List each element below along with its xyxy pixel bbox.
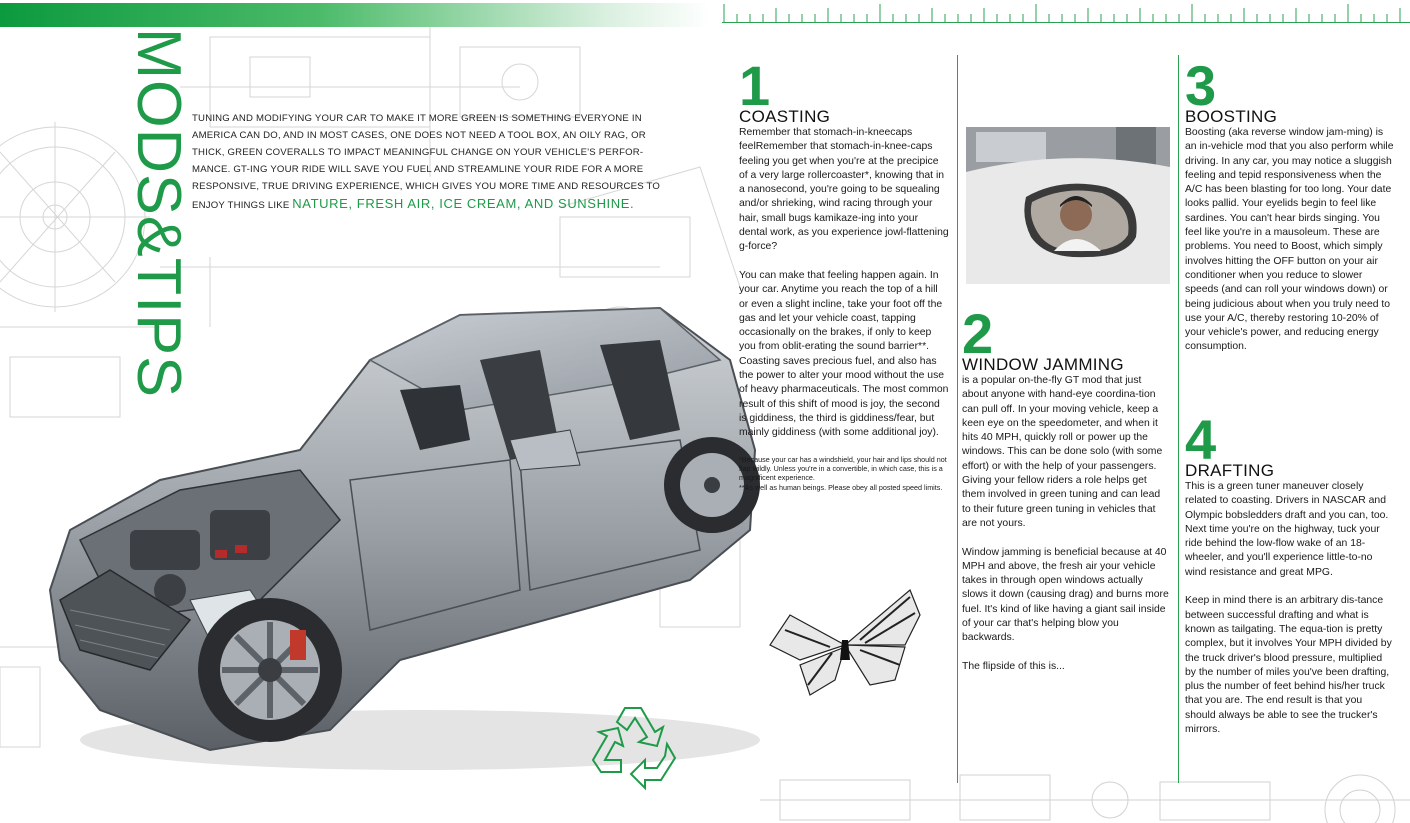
section-paragraph: Remember that stomach-in-kneecaps feelRemember that stomach-in-knee-caps feeling you get when you're at the precipice of a very large rollercoaster*, knowing that in a nanosecond, you're going to be squealing and/or shrieking, wind racing through your hair, small bugs kamikaze-ing into your dental work, as you experience jowl-flattening g-force?	[739, 127, 949, 253]
footnote: *Because your car has a windshield, your hair and lips should not flap wildly. Unless you're in a convertible, in which case, this is a magnificent experience.	[739, 454, 947, 483]
top-green-gradient-bar	[0, 3, 710, 27]
footnote: **As well as human beings. Please obey all posted speed limits.	[739, 482, 943, 492]
section-paragraph: Boosting (aka reverse window jam-ming) is an in-vehicle mod that you also perform while driving. In any car, you may notice a sluggish feeling and tepid responsiveness when the A/C has been blasting for too long. Your date looks pallid. Your eyelids begin to feel like sardines. You can't hear birds singing. You feel like you're in a mausoleum. These are problems. You need to Boost, which simply involves hitting the OFF button on your air conditioner when you reduce to slower speeds (and can roll your windows down) or being judicious about when you truly need to use your A/C, thereby restoring 10-20% of your vehicle's power, and reducing energy consumption.	[1185, 127, 1394, 353]
top-ruler	[722, 0, 1410, 24]
recycle-icon	[585, 700, 681, 792]
section-coasting	[739, 54, 949, 492]
section-boosting	[1185, 54, 1395, 369]
section-number: 3	[1185, 54, 1216, 117]
section-paragraph: This is a green tuner maneuver closely related to coasting. Drivers in NASCAR and Olympic bobsledders draft and you can, too. Next time you're on the highway, tuck your ride behind the low-flow wake of an 18-wheeler, and you'll experience little-to-no wind resistance and great MPG.	[1185, 481, 1389, 578]
car-roof-photo	[966, 127, 1170, 284]
butterfly-illustration	[760, 585, 930, 705]
column-divider-2	[1178, 55, 1179, 783]
section-number: 2	[962, 302, 993, 365]
intro-paragraph	[192, 110, 662, 214]
section-paragraph: The flipside of this is...	[962, 660, 1065, 672]
section-heading: BOOSTING	[1185, 107, 1278, 126]
section-heading: DRAFTING	[1185, 461, 1275, 480]
section-paragraph: You can make that feeling happen again. In your car. Anytime you reach the top of a hill or even a slight incline, take your foot off the gas and let your vehicle coast, tapping occasionally on the brakes, if only to keep you from oblit-erating the sound barrier**. Coasting saves precious fuel, and also has the power to alter your mood without the use of heavy pharmaceuticals. The most common result of this shift of mood is joy, the second is giddiness, the third is giddiness/fear, but mainly giddiness (with some additional joy).	[739, 269, 949, 439]
intro-text: TUNING AND MODIFYING YOUR CAR TO MAKE IT MORE GREEN IS SOMETHING EVERYONE IN AMERICA CAN DO, AND IN MOST CASES, ONE DOES NOT NEED A TOOL BOX, AN OILY RAG, OR THICK, GREEN COVERALLS TO IMPACT MEANINGFUL CHANGE ON YOUR VEHICLE'S PERFOR-MANCE. GT-ING YOUR RIDE WILL SAVE YOU FUEL AND STREAMLINE YOUR RIDE FOR A MORE RESPONSIVE, TRUE DRIVING EXPERIENCE, WHICH GIVES YOU MORE TIME AND RESOURCES TO ENJOY THINGS LIKE	[192, 113, 661, 211]
intro-highlight: NATURE, FRESH AIR, ICE CREAM, AND SUNSHINE.	[292, 196, 635, 211]
section-paragraph: Keep in mind there is an arbitrary dis-tance between successful drafting and what is known as tailgating. The equa-tion is pretty complex, but it involves Your MPH divided by the truck driver's blood pressure, multiplied by the number of miles you've been drafting, plus the number of feet behind his/her truck that you are. The end result is that you should always be able to see the trucker's mirrors.	[1185, 595, 1392, 736]
blueprint-bottom-strip	[760, 770, 1410, 823]
column-divider-1	[957, 55, 958, 783]
section-heading: COASTING	[739, 107, 831, 126]
section-heading: WINDOW JAMMING	[962, 355, 1124, 374]
section-paragraph: Window jamming is beneficial because at 40 MPH and above, the fresh air your vehicle takes in through open windows actually slows it down (causing drag) and burns more fuel. It's kind of like having a giant sail inside of your car that's helping blow you backwards.	[962, 546, 1169, 644]
section-paragraph: is a popular on-the-fly GT mod that just about anyone with hand-eye coordina-tion can pull off. In your moving vehicle, keep a keen eye on the speedometer, and when it hits 40 MPH, quickly roll or power up the windows. This can be done solo (with some effort) or with the help of your passengers. Giving your fellow riders a role helps get them involved in green tuning and can lead to their future green tuning in vehicles that are not yours.	[962, 375, 1163, 529]
section-number: 1	[739, 54, 770, 117]
section-number: 4	[1185, 408, 1216, 471]
section-window-jamming	[962, 302, 1170, 689]
page-title-text: MODS&TIPS	[124, 28, 193, 403]
section-drafting	[1185, 408, 1395, 752]
